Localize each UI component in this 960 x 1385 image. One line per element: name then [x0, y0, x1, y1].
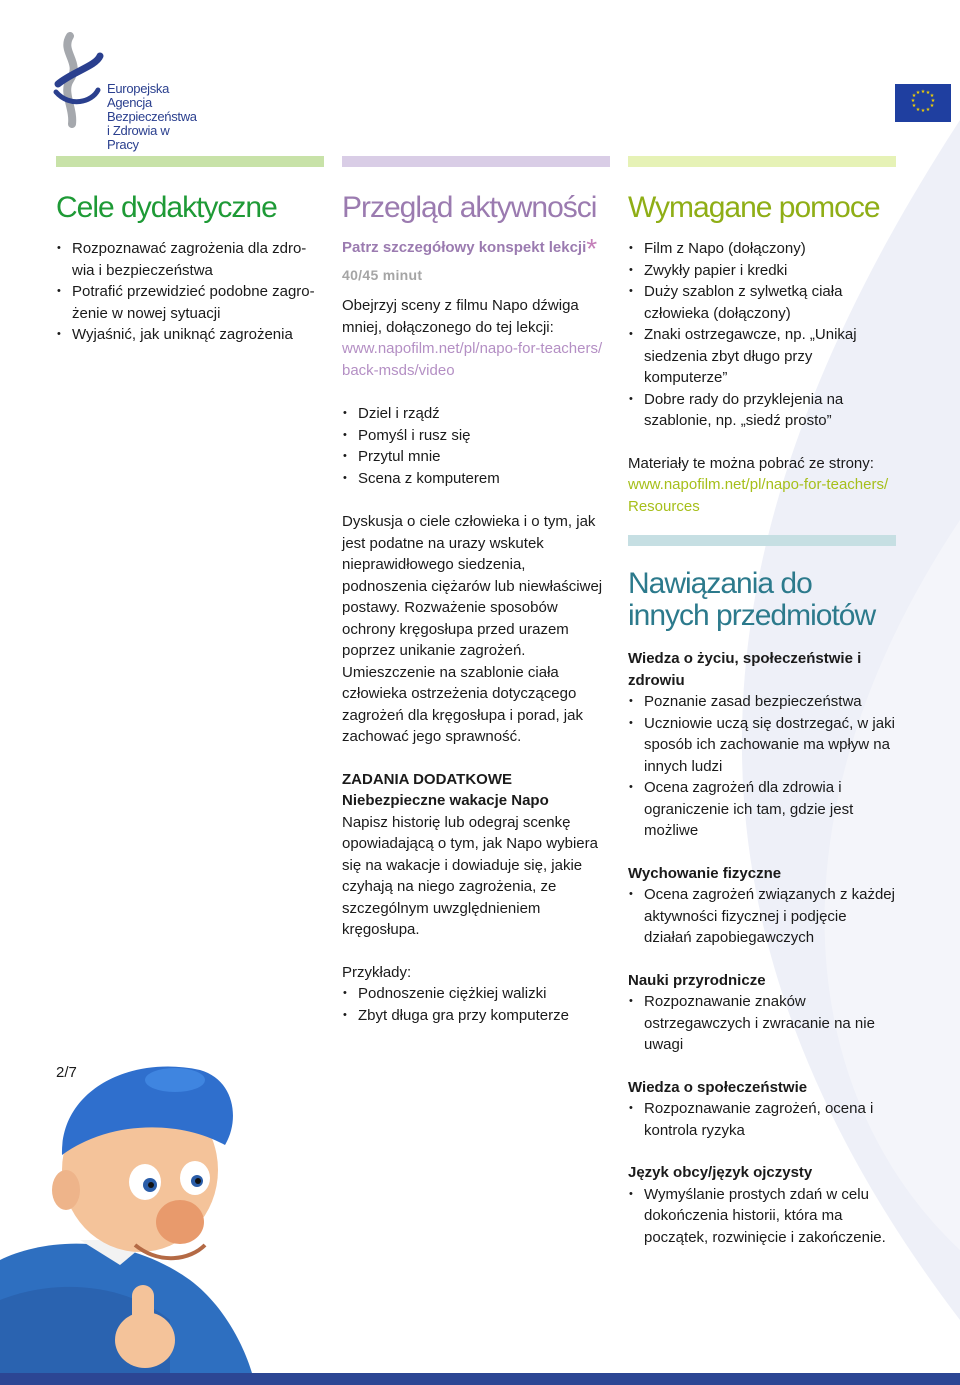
svg-text:★: ★ [915, 107, 921, 113]
list-item: • Znaki ostrzegawcze, np. „Unikaj siedzenia zbyt długo przy komputerze” [628, 324, 896, 389]
links-bar [628, 535, 896, 546]
activity-intro: Obejrzyj sceny z filmu Napo dźwiga mniej, dołączonego do tej lekcji: [342, 297, 579, 336]
subject-section [628, 1077, 896, 1142]
links-title: Nawiązania do innych przedmiotów [628, 567, 876, 632]
extra-text: Napisz historię lub odegraj scenkę opowiadającą o tym, jak Napo wybiera się na wakacje i dowiaduje się, jakie czyhają na niego zagrożenia, ze szczególnym uwzględnieniem kręgosłupa. [342, 813, 598, 938]
subject-section [628, 970, 896, 1056]
extra-heading: ZADANIA DODATKOWE [342, 770, 512, 788]
svg-text:★: ★ [920, 108, 926, 114]
list-item: • Rozpoznawanie znaków ostrzegawczych i zwracanie na nie uwagi [628, 991, 896, 1056]
list-item: • Ocena zagrożeń dla zdrowia i ograniczenie ich tam, gdzie jest możliwe [628, 777, 896, 842]
list-item: • Film z Napo (dołączony) [628, 238, 896, 260]
napo-character-image [0, 1050, 260, 1385]
list-item: • Poznanie zasad bezpieczeństwa [628, 691, 896, 713]
list-item: • Duży szablon z sylwetką ciała człowieka (dołączony) [628, 281, 896, 324]
subject-name: Wiedza o życiu, społeczeństwie i zdrowiu [628, 650, 862, 689]
list-item: • Rozpoznawać zagrożenia dla zdro-wia i bezpieczeństwa [56, 238, 324, 281]
svg-text:★: ★ [911, 93, 917, 99]
svg-text:★: ★ [911, 103, 917, 109]
activity-title: Przegląd aktywności [342, 191, 597, 224]
svg-text:★: ★ [925, 107, 931, 113]
list-item: • Zbyt długa gra przy komputerze [342, 1005, 610, 1027]
agency-name-line3: i Zdrowia w Pracy [107, 123, 170, 152]
list-item: • Zwykły papier i kredki [628, 260, 896, 282]
activity-duration: 40/45 minut [342, 267, 423, 283]
svg-text:★: ★ [929, 93, 935, 99]
discussion-text: Dyskusja o ciele człowieka i o tym, jak jest podatne na urazy wskutek nieprawidłowego siedzenia, podnoszenia ciężarów lub niewłaściwej postawy. Rozważenie sposobów ochrony kręgosłupa przed urazem poprzez unikanie zagrożeń. Umieszczenie na szablonie ciała człowieka ostrzeżenia dotyczącego zagrożeń dla kręgosłupa i porad, jak zachować jego sprawność. [342, 513, 603, 745]
extra-title: Niebezpieczne wakacje Napo [342, 792, 549, 809]
list-item: • Uczniowie uczą się dostrzegać, w jaki sposób ich zachowanie ma wpływ na innych ludzi [628, 713, 896, 778]
materials-title: Wymagane pomoce [628, 191, 880, 224]
activity-subtitle: Patrz szczegółowy konspekt lekcji [342, 239, 587, 256]
activity-bar [342, 156, 610, 167]
svg-text:★: ★ [930, 98, 936, 104]
subject-section [628, 648, 896, 842]
objectives-title: Cele dydaktyczne [56, 191, 277, 224]
footer-bar [0, 1373, 960, 1385]
agency-logo-icon [52, 32, 112, 128]
objectives-column [56, 156, 324, 346]
examples-list [342, 983, 610, 1026]
svg-text:★: ★ [920, 89, 926, 95]
list-item: • Dziel i rządź [342, 403, 610, 425]
agency-name-line2: Bezpieczeństwa [107, 109, 197, 124]
list-item: • Dobre rady do przyklejenia na szablonie, np. „siedź prosto” [628, 389, 896, 432]
examples-label: Przykłady: [342, 963, 412, 981]
materials-column [628, 156, 896, 1248]
list-item: • Ocena zagrożeń związanych z każdej aktywności fizycznej i podjęcie działań zapobiegawczych [628, 884, 896, 949]
scenes-list [342, 403, 610, 489]
subject-name: Język obcy/język ojczysty [628, 1164, 813, 1181]
resources-link[interactable]: www.napofilm.net/pl/napo-for-teachers/Resources [628, 476, 889, 515]
objectives-bar [56, 156, 324, 167]
subject-section [628, 1162, 896, 1248]
list-item: • Przytul mnie [342, 446, 610, 468]
activity-column [342, 156, 610, 1026]
asterisk: * [586, 233, 598, 264]
eu-flag-icon [895, 84, 951, 122]
svg-text:★: ★ [915, 90, 921, 96]
subject-name: Wychowanie fizyczne [628, 864, 782, 882]
list-item: • Wymyślanie prostych zdań w celu dokończenia historii, która ma początek, rozwinięcie i zakończenie. [628, 1184, 896, 1249]
materials-bar [628, 156, 896, 167]
svg-text:★: ★ [929, 103, 935, 109]
list-item: • Scena z komputerem [342, 468, 610, 490]
svg-text:★: ★ [925, 90, 931, 96]
list-item: • Pomyśl i rusz się [342, 425, 610, 447]
page-number: 2/7 [56, 1064, 77, 1081]
materials-download-text: Materiały te można pobrać ze strony: [628, 454, 874, 472]
list-item: • Wyjaśnić, jak uniknąć zagrożenia [56, 324, 324, 346]
list-item: • Podnoszenie ciężkiej walizki [342, 983, 610, 1005]
subject-section [628, 863, 896, 949]
agency-name-line1: Europejska Agencja [107, 81, 170, 110]
agency-name [107, 82, 202, 152]
video-link[interactable]: www.napofilm.net/pl/napo-for-teachers/back-msds/video [342, 340, 603, 379]
objectives-list [56, 238, 324, 346]
list-item: • Rozpoznawanie zagrożeń, ocena i kontrola ryzyka [628, 1098, 896, 1141]
subject-name: Wiedza o społeczeństwie [628, 1078, 808, 1096]
materials-list [628, 238, 896, 432]
list-item: • Potrafić przewidzieć podobne zagro-żenie w nowej sytuacji [56, 281, 324, 324]
svg-text:★: ★ [910, 98, 916, 104]
subject-name: Nauki przyrodnicze [628, 971, 766, 989]
agency-logo [52, 32, 202, 152]
